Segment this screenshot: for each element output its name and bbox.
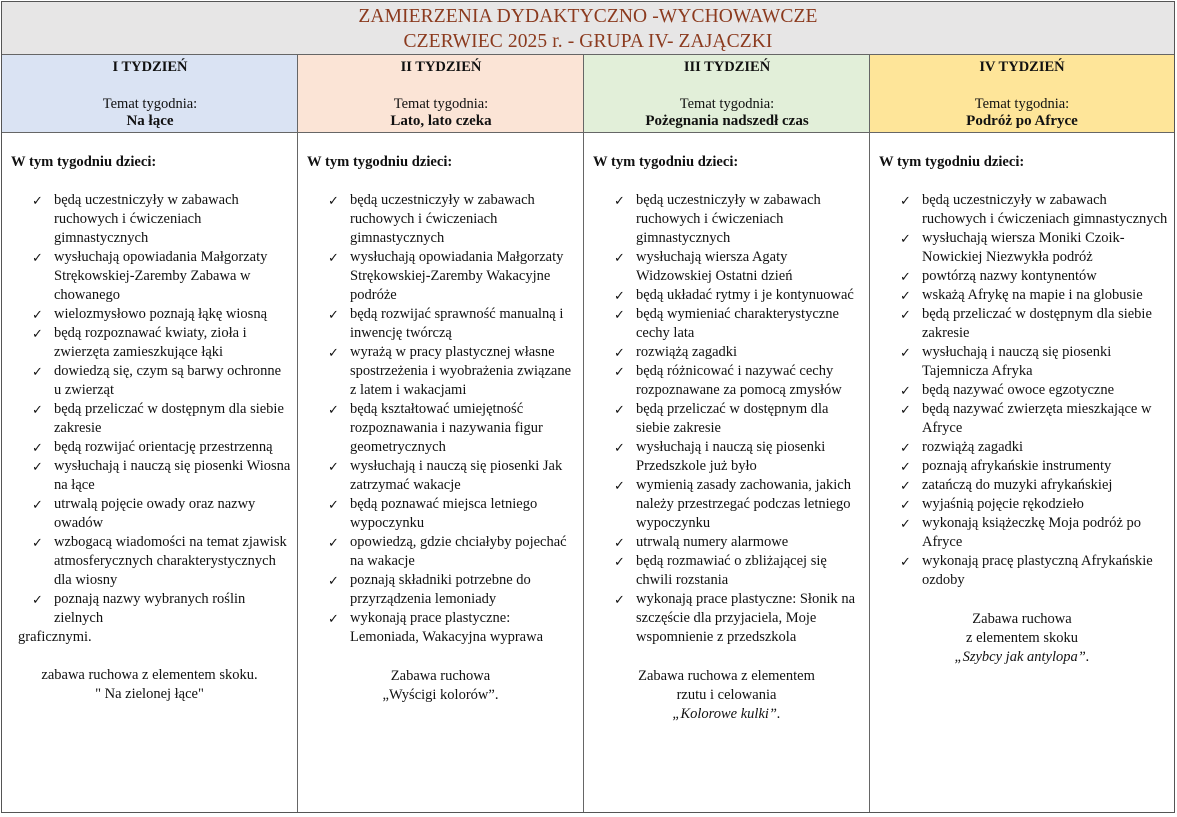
goal-item: [870, 343, 1174, 381]
goal-item: [584, 305, 869, 343]
goal-item: [2, 590, 297, 628]
checkmark-icon: ✓: [900, 383, 911, 398]
checkmark-icon: ✓: [32, 250, 43, 265]
checkmark-icon: ✓: [900, 307, 911, 322]
week-label: II TYDZIEŃ: [400, 59, 482, 75]
goal-item: [298, 571, 583, 609]
goal-text: poznają nazwy wybranych roślin zielnych: [54, 591, 246, 626]
title-line-1: ZAMIERZENIA DYDAKTYCZNO -WYCHOWAWCZE: [358, 6, 818, 27]
activity-line: Zabawa ruchowa z elementem: [638, 668, 815, 684]
goal-text: wysłuchają wiersza Moniki Czoik-Nowickiej Niezwykła podróż: [922, 230, 1125, 265]
goal-item: [2, 457, 297, 495]
topic-name: Pożegnania nadszedł czas: [645, 113, 809, 129]
title-line-2: CZERWIEC 2025 r. - GRUPA IV- ZAJĄCZKI: [403, 31, 773, 52]
goal-item: [298, 495, 583, 533]
goal-item: [298, 400, 583, 457]
checkmark-icon: ✓: [32, 459, 43, 474]
checkmark-icon: ✓: [328, 611, 339, 626]
goal-text: rozwiążą zagadki: [636, 344, 738, 360]
lead-text: W tym tygodniu dzieci:: [307, 154, 453, 170]
checkmark-icon: ✓: [328, 307, 339, 322]
goal-item: [2, 305, 297, 324]
goal-item: [2, 362, 297, 400]
checkmark-icon: ✓: [900, 459, 911, 474]
goal-text: poznają składniki potrzebne do przyrządzenia lemoniady: [350, 572, 531, 607]
goal-item: [584, 248, 869, 286]
checkmark-icon: ✓: [614, 535, 625, 550]
goal-item: [584, 438, 869, 476]
goal-text: utrwalą pojęcie owady oraz nazwy owadów: [54, 496, 256, 531]
checkmark-icon: ✓: [900, 193, 911, 208]
goal-item: [870, 229, 1174, 267]
week-3-header: [584, 55, 870, 133]
checkmark-icon: ✓: [614, 478, 625, 493]
goal-text: dowiedzą się, czym są barwy ochronne u zwierząt: [54, 363, 282, 398]
activity-line: z elementem skoku: [966, 630, 1078, 646]
checkmark-icon: ✓: [32, 497, 43, 512]
goal-item: [584, 343, 869, 362]
goal-item: [584, 590, 869, 647]
goal-text: utrwalą numery alarmowe: [636, 534, 789, 550]
goal-item: [2, 191, 297, 248]
checkmark-icon: ✓: [900, 402, 911, 417]
activity-line: Zabawa ruchowa: [390, 668, 491, 684]
checkmark-icon: ✓: [328, 535, 339, 550]
goal-item: [298, 457, 583, 495]
goal-text: będą różnicować i nazywać cechy rozpoznawane za pomocą zmysłów: [636, 363, 842, 398]
goals-list: [298, 191, 583, 647]
goal-text: wykonają prace plastyczne: Słonik na szczęście dla przyjaciela, Moje wspomnienie z przedszkola: [636, 591, 856, 645]
goal-text: wysłuchają wiersza Agaty Widzowskiej Ostatni dzień: [636, 249, 793, 284]
goal-item: [584, 400, 869, 438]
goal-text: wzbogacą wiadomości na temat zjawisk atmosferycznych charakterystycznych dla wiosny: [54, 534, 287, 588]
goal-text: wysłuchają i nauczą się piosenki Jak zatrzymać wakacje: [350, 458, 563, 493]
topic-label: Temat tygodnia:: [102, 96, 198, 112]
week-2-header: [298, 55, 584, 133]
goal-text: będą uczestniczyły w zabawach ruchowych i ćwiczeniach gimnastycznych: [350, 192, 535, 246]
goal-text: będą uczestniczyły w zabawach ruchowych i ćwiczeniach gimnastycznych: [54, 192, 239, 246]
goal-item: [2, 495, 297, 533]
goal-text: będą przeliczać w dostępnym dla siebie zakresie: [54, 401, 284, 436]
checkmark-icon: ✓: [900, 516, 911, 531]
goal-text: opowiedzą, gdzie chciałyby pojechać na wakacje: [350, 534, 567, 569]
checkmark-icon: ✓: [328, 250, 339, 265]
goal-item: [2, 324, 297, 362]
checkmark-icon: ✓: [328, 497, 339, 512]
goal-item: [870, 438, 1174, 457]
topic-name: Lato, lato czeka: [390, 113, 492, 129]
checkmark-icon: ✓: [614, 288, 625, 303]
week-4-content: [870, 133, 1174, 812]
activity-note: [870, 610, 1174, 667]
checkmark-icon: ✓: [614, 250, 625, 265]
activity-line: " Na zielonej łące": [95, 686, 204, 702]
goal-item: [584, 286, 869, 305]
checkmark-icon: ✓: [328, 193, 339, 208]
goal-item: [2, 248, 297, 305]
goal-item: [870, 476, 1174, 495]
goal-item: [870, 381, 1174, 400]
goal-text: będą kształtować umiejętność rozpoznawania i nazywania figur geometrycznych: [350, 401, 543, 455]
goal-text: poznają afrykańskie instrumenty: [922, 458, 1112, 474]
goal-text: wykonają pracę plastyczną Afrykańskie ozdoby: [922, 553, 1153, 588]
week-1-header: [2, 55, 298, 133]
goal-item: [2, 400, 297, 438]
checkmark-icon: ✓: [614, 345, 625, 360]
goal-text: wysłuchają i nauczą się piosenki Wiosna na łące: [54, 458, 291, 493]
goal-item: [298, 248, 583, 305]
checkmark-icon: ✓: [328, 573, 339, 588]
goal-text: wysłuchają opowiadania Małgorzaty Strękowskiej-Zaremby Zabawa w chowanego: [54, 249, 268, 303]
checkmark-icon: ✓: [614, 193, 625, 208]
goal-item: [870, 267, 1174, 286]
checkmark-icon: ✓: [614, 440, 625, 455]
goals-list: [2, 191, 297, 628]
goal-item: [2, 533, 297, 590]
goal-text: będą uczestniczyły w zabawach ruchowych i ćwiczeniach gimnastycznych: [636, 192, 821, 246]
goal-text: będą przeliczać w dostępnym dla siebie zakresie: [922, 306, 1152, 341]
lead-text: W tym tygodniu dzieci:: [879, 154, 1025, 170]
activity-line: „Szybcy jak antylopa”.: [954, 649, 1090, 665]
goal-text: wielozmysłowo poznają łąkę wiosną: [54, 306, 268, 322]
goal-text: będą rozwijać orientację przestrzenną: [54, 439, 273, 455]
checkmark-icon: ✓: [32, 440, 43, 455]
goal-item: [584, 191, 869, 248]
checkmark-icon: ✓: [32, 402, 43, 417]
checkmark-icon: ✓: [328, 459, 339, 474]
checkmark-icon: ✓: [900, 345, 911, 360]
checkmark-icon: ✓: [900, 554, 911, 569]
goal-text: wykonają książeczkę Moja podróż po Afryce: [922, 515, 1142, 550]
plan-title: [2, 2, 1174, 55]
week-2-content: [298, 133, 583, 812]
goal-text: wyrażą w pracy plastycznej własne spostrzeżenia i wyobrażenia związane z latem i wakacjami: [350, 344, 572, 398]
activity-line: rzutu i celowania: [676, 687, 777, 703]
goal-item: [870, 514, 1174, 552]
checkmark-icon: ✓: [900, 440, 911, 455]
goal-text: będą rozpoznawać kwiaty, zioła i zwierzęta zamieszkujące łąki: [54, 325, 247, 360]
activity-line: „Wyścigi kolorów”.: [382, 687, 499, 703]
topic-name: Podróż po Afryce: [966, 113, 1078, 129]
goal-text: rozwiążą zagadki: [922, 439, 1024, 455]
goal-text: będą rozmawiać o zbliżającej się chwili rozstania: [636, 553, 827, 588]
goal-item: [2, 438, 297, 457]
checkmark-icon: ✓: [32, 326, 43, 341]
checkmark-icon: ✓: [900, 497, 911, 512]
goal-text: powtórzą nazwy kontynentów: [922, 268, 1097, 284]
goal-text: będą rozwijać sprawność manualną i inwencję twórczą: [350, 306, 564, 341]
checkmark-icon: ✓: [32, 307, 43, 322]
goal-item: [298, 343, 583, 400]
goals-list: [870, 191, 1174, 590]
checkmark-icon: ✓: [328, 345, 339, 360]
goal-item: [298, 305, 583, 343]
goal-item: [870, 552, 1174, 590]
goal-item: [298, 609, 583, 647]
week-3-content: [584, 133, 869, 812]
checkmark-icon: ✓: [32, 535, 43, 550]
activity-line: „Kolorowe kulki”.: [672, 706, 781, 722]
goal-text: będą przeliczać w dostępnym dla siebie zakresie: [636, 401, 829, 436]
goal-text: wykonają prace plastyczne: Lemoniada, Wakacyjna wyprawa: [350, 610, 544, 645]
checkmark-icon: ✓: [900, 478, 911, 493]
activity-note: [298, 667, 583, 705]
week-label: IV TYDZIEŃ: [979, 59, 1065, 75]
goal-text: będą uczestniczyły w zabawach ruchowych i ćwiczeniach gimnastycznych: [922, 192, 1168, 227]
goal-item: [584, 533, 869, 552]
goal-text: wysłuchają i nauczą się piosenki Przedszkole już było: [636, 439, 826, 474]
activity-note: [584, 667, 869, 724]
extra-text: graficznymi.: [18, 629, 92, 645]
checkmark-icon: ✓: [32, 364, 43, 379]
checkmark-icon: ✓: [614, 592, 625, 607]
goal-text: wyjaśnią pojęcie rękodzieło: [922, 496, 1084, 512]
checkmark-icon: ✓: [32, 193, 43, 208]
topic-label: Temat tygodnia:: [393, 96, 489, 112]
goal-text: wysłuchają i nauczą się piosenki Tajemnicza Afryka: [922, 344, 1112, 379]
plan-sheet: [1, 1, 1175, 813]
goal-item: [584, 362, 869, 400]
goal-text: wskażą Afrykę na mapie i na globusie: [922, 287, 1143, 303]
topic-label: Temat tygodnia:: [679, 96, 775, 112]
goal-text: wysłuchają opowiadania Małgorzaty Strękowskiej-Zaremby Wakacyjne podróże: [350, 249, 564, 303]
goal-item: [870, 191, 1174, 229]
goal-item: [584, 552, 869, 590]
activity-line: zabawa ruchowa z elementem skoku.: [41, 667, 258, 683]
week-label: III TYDZIEŃ: [683, 59, 771, 75]
goal-item: [298, 533, 583, 571]
goals-list: [584, 191, 869, 647]
goal-text: będą nazywać zwierzęta mieszkające w Afryce: [922, 401, 1152, 436]
goal-item: [870, 305, 1174, 343]
goal-text: będą wymieniać charakterystyczne cechy lata: [636, 306, 839, 341]
checkmark-icon: ✓: [614, 307, 625, 322]
goal-text: będą układać rytmy i je kontynuować: [636, 287, 854, 303]
topic-label: Temat tygodnia:: [974, 96, 1070, 112]
checkmark-icon: ✓: [614, 402, 625, 417]
goal-item: [870, 495, 1174, 514]
lead-text: W tym tygodniu dzieci:: [593, 154, 739, 170]
goal-item: [870, 400, 1174, 438]
checkmark-icon: ✓: [900, 231, 911, 246]
goal-item: [584, 476, 869, 533]
week-label: I TYDZIEŃ: [112, 59, 188, 75]
checkmark-icon: ✓: [328, 402, 339, 417]
checkmark-icon: ✓: [900, 288, 911, 303]
goal-item: [298, 191, 583, 248]
goal-item: [870, 457, 1174, 476]
goal-text: będą nazywać owoce egzotyczne: [922, 382, 1115, 398]
activity-line: Zabawa ruchowa: [972, 611, 1072, 627]
checkmark-icon: ✓: [32, 592, 43, 607]
checkmark-icon: ✓: [900, 269, 911, 284]
lead-text: W tym tygodniu dzieci:: [11, 154, 157, 170]
week-4-header: [870, 55, 1174, 133]
activity-note: [2, 666, 297, 704]
checkmark-icon: ✓: [614, 364, 625, 379]
goal-text: wymienią zasady zachowania, jakich należy przestrzegać podczas letniego wypoczynku: [636, 477, 851, 531]
goal-item: [870, 286, 1174, 305]
checkmark-icon: ✓: [614, 554, 625, 569]
topic-name: Na łące: [126, 113, 174, 129]
goal-text: zatańczą do muzyki afrykańskiej: [922, 477, 1113, 493]
week-1-content: [2, 133, 297, 812]
goal-text: będą poznawać miejsca letniego wypoczynku: [350, 496, 538, 531]
